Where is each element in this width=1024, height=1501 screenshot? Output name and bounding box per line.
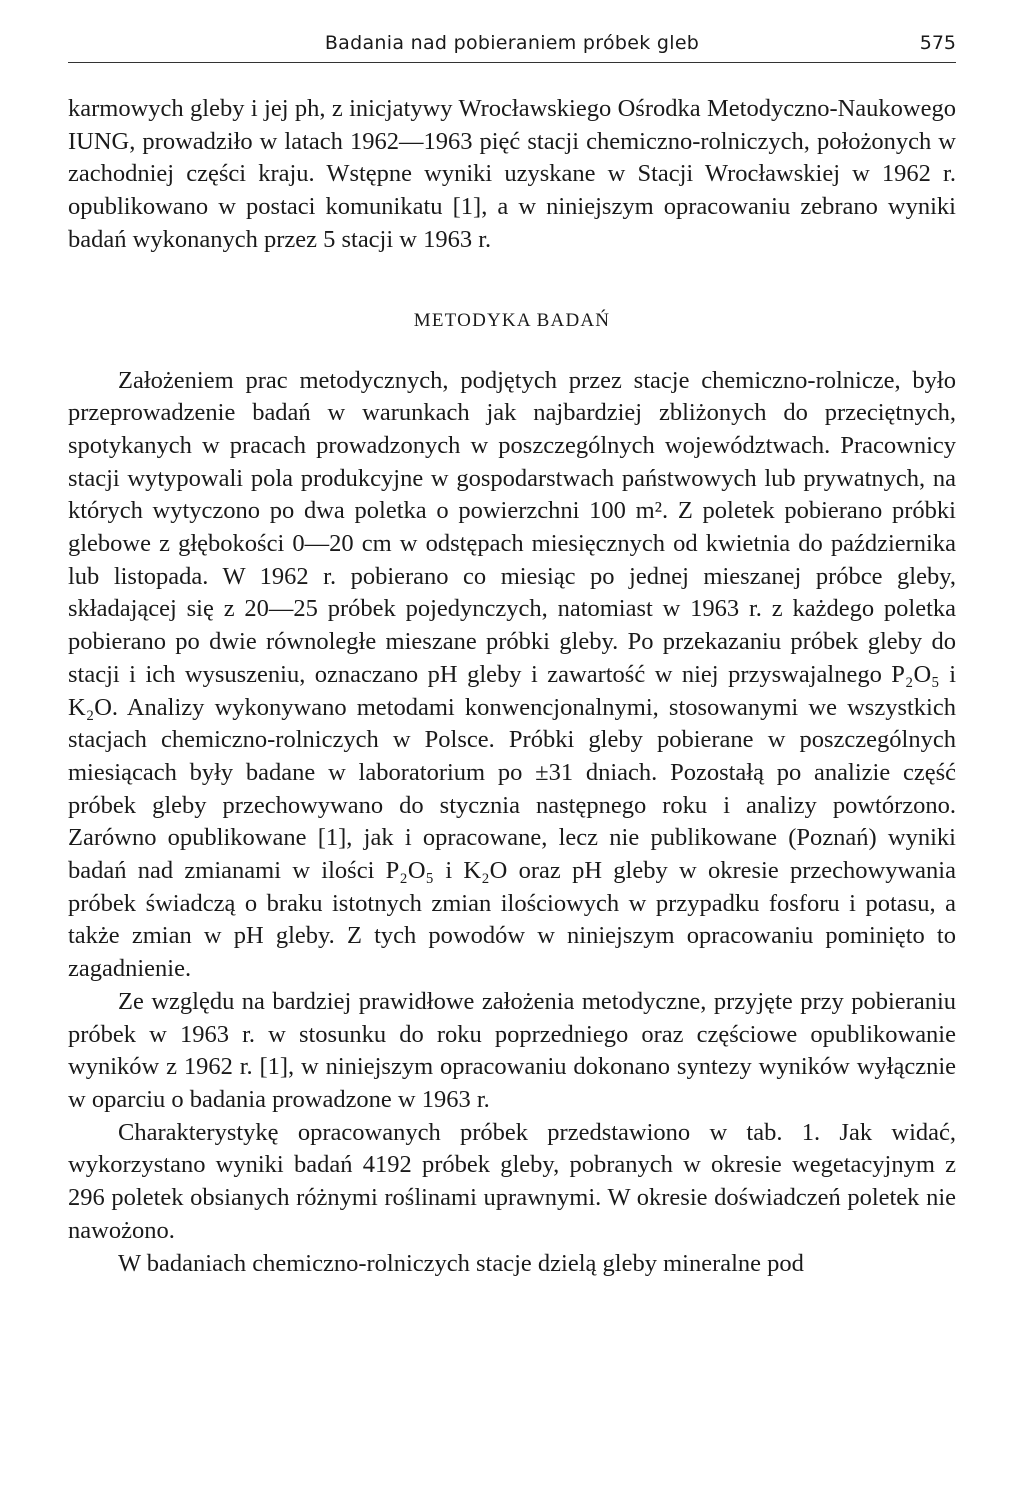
running-header: [68, 28, 956, 63]
running-title: Badania nad pobieraniem próbek gleb: [324, 32, 700, 54]
body-paragraph-1: Założeniem prac metodycznych, podjętych przez stacje chemiczno-rolnicze, było przeprowadzenie badań w warunkach jak najbardziej zbliżonych do przeciętnych, spotykanych w pracach prowadzonych w poszczególnych województwach. Pracownicy stacji wytypowali pola produkcyjne w gospodarstwach państwowych lub prywatnych, na których wytyczono po dwa poletka o powierzchni 100 m². Z poletek pobierano próbki glebowe z głębokości 0—20 cm w odstępach miesięcznych od kwietnia do października lub listopada. W 1962 r. pobierano co miesiąc po jednej mieszanej próbce gleby, składającej się z 20—25 próbek pojedynczych, natomiast w 1963 r. z każdego poletka pobierano po dwie równoległe mieszane próbki gleby. Po przekazaniu próbek gleby do stacji i ich wysuszeniu, oznaczano pH gleby i zawartość w niej przyswajalnego P₂O₅ i K₂O. Analizy wykonywano metodami konwencjonalnymi, stosowanymi we wszystkich stacjach chemiczno-rolniczych w Polsce. Próbki gleby pobierane w poszczególnych miesiącach były badane w laboratorium po ±31 dniach. Pozostałą po analizie część próbek gleby przechowywano do stycznia następnego roku i analizy powtórzono. Zarówno opublikowane [1], jak i opracowane, lecz nie publikowane (Poznań) wyniki badań nad zmianami w ilości P₂O₅ i K₂O oraz pH gleby w okresie przechowywania próbek świadczą o braku istotnych zmian ilościowych w przypadku fosforu i potasu, a także zmian w pH gleby. Z tych powodów w niniejszym opracowaniu pominięto to zagadnienie.: [68, 366, 956, 983]
body-paragraph-4: W badaniach chemiczno-rolniczych stacje dzielą gleby mineralne pod: [118, 1249, 804, 1277]
body-paragraph-2: Ze względu na bardziej prawidłowe założenia metodyczne, przyjęte przy pobieraniu próbek w 1963 r. w stosunku do roku poprzedniego oraz częściowe opublikowanie wyników z 1962 r. [1], w niniejszym opracowaniu dokonano syntezy wyników wyłącznie w oparciu o badania prowadzone w 1963 r.: [68, 987, 956, 1113]
document-page: [68, 28, 956, 1280]
intro-paragraph: karmowych gleby i jej ph, z inicjatywy Wrocławskiego Ośrodka Metodyczno-Naukowego IUNG, prowadziło w latach 1962—1963 pięć stacji chemiczno-rolniczych, położonych w zachodniej części kraju. Wstępne wyniki uzyskane w Stacji Wrocławskiej w 1962 r. opublikowano w postaci komunikatu [1], a w niniejszym opracowaniu zebrano wyniki badań wykonanych przez 5 stacji w 1963 r.: [68, 95, 956, 253]
page-number: 575: [919, 32, 956, 54]
body-paragraph-3: Charakterystykę opracowanych próbek przedstawiono w tab. 1. Jak widać, wykorzystano wyniki badań 4192 próbek gleby, pobranych w okresie wegetacyjnym z 296 poletek obsianych różnymi roślinami uprawnymi. W okresie doświadczeń poletek nie nawożono.: [68, 1118, 956, 1244]
body-text: [68, 93, 956, 1280]
section-heading: METODYKA BADAŃ: [413, 309, 611, 331]
